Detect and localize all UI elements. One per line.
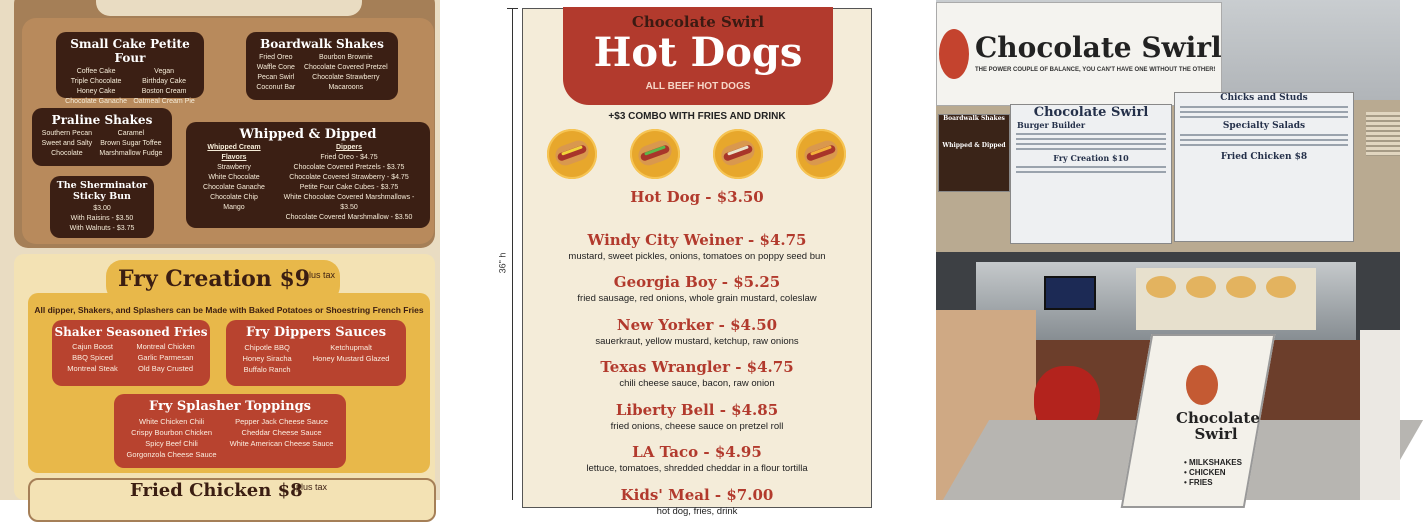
fry-note: All dipper, Shakers, and Splashers can be Made with Baked Potatoes or Shoestring French Fries xyxy=(28,305,430,315)
box-title: Small Cake Petite Four xyxy=(56,32,204,65)
menu-box-whipped-dipped xyxy=(186,122,430,228)
combo-note: +$3 COMBO WITH FRIES AND DRINK xyxy=(523,111,871,122)
hot-dog-photo xyxy=(547,129,597,179)
menu-line: Garlic Parmesan xyxy=(138,353,194,362)
menu-line: Chocolate xyxy=(51,150,83,157)
item-name: Hot Dog - $3.50 xyxy=(523,187,871,207)
item-desc: fried sausage, red onions, whole grain mustard, coleslaw xyxy=(523,292,871,305)
fried-chicken-plus-tax: plus tax xyxy=(296,482,327,492)
column-heading: Dippers xyxy=(336,144,362,151)
menu-line: Macaroons xyxy=(328,84,363,91)
menu-line: Cajun Boost xyxy=(72,342,113,351)
dimension-label: 36" h xyxy=(497,253,507,274)
dimension-line xyxy=(512,8,513,500)
menu-line: Ketchupmalt xyxy=(330,343,372,352)
menu-box-shaker-fries xyxy=(52,320,210,386)
board-heading: Chocolate Swirl xyxy=(1011,105,1171,120)
menu-line: Honey Siracha xyxy=(243,354,292,363)
menu-line: Vegan xyxy=(154,68,174,75)
store-banner xyxy=(936,2,1222,106)
hot-dog-banner xyxy=(563,7,833,105)
board-heading: Burger Builder xyxy=(1011,120,1171,130)
menu-line: White American Cheese Sauce xyxy=(230,439,334,448)
menu-line: BBQ Spiced xyxy=(72,353,113,362)
item-desc: mustard, sweet pickles, onions, tomatoes on poppy seed bun xyxy=(523,250,871,263)
menu-box-boardwalk-shakes xyxy=(246,32,398,100)
hot-dog-photo xyxy=(630,129,680,179)
shake-title-tab xyxy=(96,0,362,16)
menu-line: Chipotle BBQ xyxy=(244,343,289,352)
menu-box-sherminator xyxy=(50,176,154,238)
dimension-tick xyxy=(507,8,518,9)
brand-logo xyxy=(939,29,969,79)
menu-line: Chocolate Covered Marshmallow - $3.50 xyxy=(286,214,413,221)
menu-line: Birthday Cake xyxy=(142,78,186,85)
menu-line: White Chicken Chili xyxy=(139,417,204,426)
menu-line: Petite Four Cake Cubes - $3.75 xyxy=(300,184,398,191)
menu-box-fry-splasher xyxy=(114,394,346,468)
fried-chicken-title: Fried Chicken $8 xyxy=(130,480,303,501)
box-title: The Sherminator Sticky Bun xyxy=(50,176,154,202)
item-name: New Yorker - $4.50 xyxy=(523,315,871,335)
item-desc: hot dog, fries, drink xyxy=(523,505,871,518)
brand-name: Chocolate Swirl xyxy=(563,13,833,31)
item-name: Liberty Bell - $4.85 xyxy=(523,400,871,420)
menu-box-small-cake xyxy=(56,32,204,98)
box-title: Whipped & Dipped xyxy=(186,122,430,142)
board-heading: Fried Chicken $8 xyxy=(1175,152,1353,162)
menu-line: Brown Sugar Toffee xyxy=(100,140,161,147)
sign-item: • MILKSHAKES xyxy=(1184,458,1242,467)
menu-item xyxy=(523,400,871,443)
menu-line: Spicy Beef Chili xyxy=(145,439,198,448)
hot-dog-photo xyxy=(796,129,846,179)
hot-dogs-title: Hot Dogs xyxy=(563,29,833,77)
hot-dog-menu-panel xyxy=(440,0,936,500)
menu-line: White Chocolate xyxy=(208,174,259,181)
menu-line: Triple Chocolate xyxy=(71,78,122,85)
fry-creation-title: Fry Creation $9 xyxy=(118,266,310,292)
board-heading: Boardwalk Shakes xyxy=(939,115,1009,122)
storefront-photo xyxy=(936,0,1400,500)
menu-line: Boston Cream xyxy=(142,88,187,95)
board-heading: Specialty Salads xyxy=(1175,121,1353,131)
menu-item xyxy=(523,272,871,315)
menu-board-chicken xyxy=(1174,92,1354,242)
item-name: Kids' Meal - $7.00 xyxy=(523,485,871,505)
hot-dog-photo xyxy=(713,129,763,179)
item-desc: lettuce, tomatoes, shredded cheddar in a flour tortilla xyxy=(523,462,871,475)
menu-board-burger xyxy=(1010,104,1172,244)
menu-line: Old Bay Crusted xyxy=(138,364,193,373)
menu-line: Cheddar Cheese Sauce xyxy=(242,428,322,437)
menu-box-fry-dippers xyxy=(226,320,406,386)
box-title: Boardwalk Shakes xyxy=(246,32,398,51)
hot-dog-items-list xyxy=(523,187,871,527)
food-plate xyxy=(1266,276,1296,298)
menu-line: Honey Mustard Glazed xyxy=(313,354,390,363)
menu-line: Pecan Swirl xyxy=(257,74,294,81)
pos-screen xyxy=(1044,276,1096,310)
hot-dogs-subtitle: ALL BEEF HOT DOGS xyxy=(563,81,833,92)
board-heading: Fry Creation $10 xyxy=(1011,153,1171,163)
menu-line: Crispy Bourbon Chicken xyxy=(131,428,212,437)
item-name: Texas Wrangler - $4.75 xyxy=(523,357,871,377)
sign-item: • CHICKEN xyxy=(1184,468,1225,477)
board-heading: Chicks and Studs xyxy=(1175,93,1353,103)
box-title: Fry Splasher Toppings xyxy=(114,394,346,414)
menu-line: Sweet and Salty xyxy=(42,140,93,147)
item-name: Windy City Weiner - $4.75 xyxy=(523,230,871,250)
menu-item xyxy=(523,230,871,273)
menu-line: White Chocolate Covered Marshmallows - $3.50 xyxy=(284,194,415,211)
menu-line: Gorgonzola Cheese Sauce xyxy=(127,450,217,459)
food-plate xyxy=(1186,276,1216,298)
menu-line: Bourbon Brownie xyxy=(319,54,373,61)
menu-line: Strawberry xyxy=(217,164,251,171)
food-plate xyxy=(1146,276,1176,298)
pillar xyxy=(1360,330,1400,500)
menu-line: Honey Cake xyxy=(77,88,116,95)
menu-line: Chocolate Covered Strawberry - $4.75 xyxy=(289,174,408,181)
board-heading: Whipped & Dipped xyxy=(939,142,1009,149)
food-plate xyxy=(1226,276,1256,298)
menu-line: Chocolate Ganache xyxy=(65,98,127,105)
menu-board-shakes xyxy=(938,114,1010,192)
shake-creation-subtitle xyxy=(96,0,362,1)
sign-brand: Chocolate Swirl xyxy=(1176,410,1256,442)
menu-box-praline-shakes xyxy=(32,108,172,166)
item-desc: chili cheese sauce, bacon, raw onion xyxy=(523,377,871,390)
menu-line: Chocolate Covered Pretzels - $3.75 xyxy=(294,164,405,171)
menu-line: Mango xyxy=(223,204,244,211)
menu-line: Coffee Cake xyxy=(77,68,116,75)
menu-line: With Raisins - $3.50 xyxy=(71,215,134,222)
menu-line: Montreal Steak xyxy=(67,364,117,373)
menu-line: Chocolate Strawberry xyxy=(312,74,379,81)
menu-item xyxy=(523,357,871,400)
wall-vent xyxy=(1366,112,1400,156)
hot-dog-menu-board xyxy=(522,8,872,508)
menu-line: Coconut Bar xyxy=(256,84,295,91)
menu-line: $3.00 xyxy=(93,205,111,212)
banner-brand: Chocolate Swirl xyxy=(975,31,1222,64)
menu-line: Chocolate Chip xyxy=(210,194,258,201)
sign-item-list xyxy=(1184,458,1242,488)
box-title: Praline Shakes xyxy=(32,108,172,127)
menu-line: Pepper Jack Cheese Sauce xyxy=(235,417,328,426)
menu-line: Waffle Cone xyxy=(257,64,295,71)
item-name: Georgia Boy - $5.25 xyxy=(523,272,871,292)
banner-tagline: THE POWER COUPLE OF BALANCE, YOU CAN'T HAVE ONE WITHOUT THE OTHER! xyxy=(975,67,1216,73)
fry-plus-tax: plus tax xyxy=(304,270,335,280)
sign-logo xyxy=(1186,365,1218,405)
menu-line: Chocolate Ganache xyxy=(203,184,265,191)
menu-item xyxy=(523,485,871,527)
menu-item xyxy=(523,442,871,485)
box-title: Shaker Seasoned Fries xyxy=(52,320,210,339)
menu-line: Fried Oreo xyxy=(259,54,292,61)
item-desc: sauerkraut, yellow mustard, ketchup, raw onions xyxy=(523,335,871,348)
sign-item: • FRIES xyxy=(1184,478,1213,487)
menu-line: Caramel xyxy=(118,130,144,137)
menu-line: Buffalo Ranch xyxy=(244,365,291,374)
menu-line: Montreal Chicken xyxy=(136,342,194,351)
menu-line: With Walnuts - $3.75 xyxy=(70,225,135,232)
item-desc: fried onions, cheese sauce on pretzel roll xyxy=(523,420,871,433)
menu-line: Fried Oreo - $4.75 xyxy=(320,154,377,161)
menu-line: Oatmeal Cream Pie xyxy=(133,98,194,105)
box-title: Fry Dippers Sauces xyxy=(226,320,406,340)
item-name: LA Taco - $4.95 xyxy=(523,442,871,462)
menu-line: Marshmallow Fudge xyxy=(99,150,162,157)
menu-line: Southern Pecan xyxy=(42,130,92,137)
column-heading: Whipped Cream Flavors xyxy=(207,144,260,161)
menu-line: Chocolate Covered Pretzel xyxy=(304,64,388,71)
menu-item xyxy=(523,187,871,230)
shake-fry-menu-panel xyxy=(0,0,440,500)
menu-item xyxy=(523,315,871,358)
